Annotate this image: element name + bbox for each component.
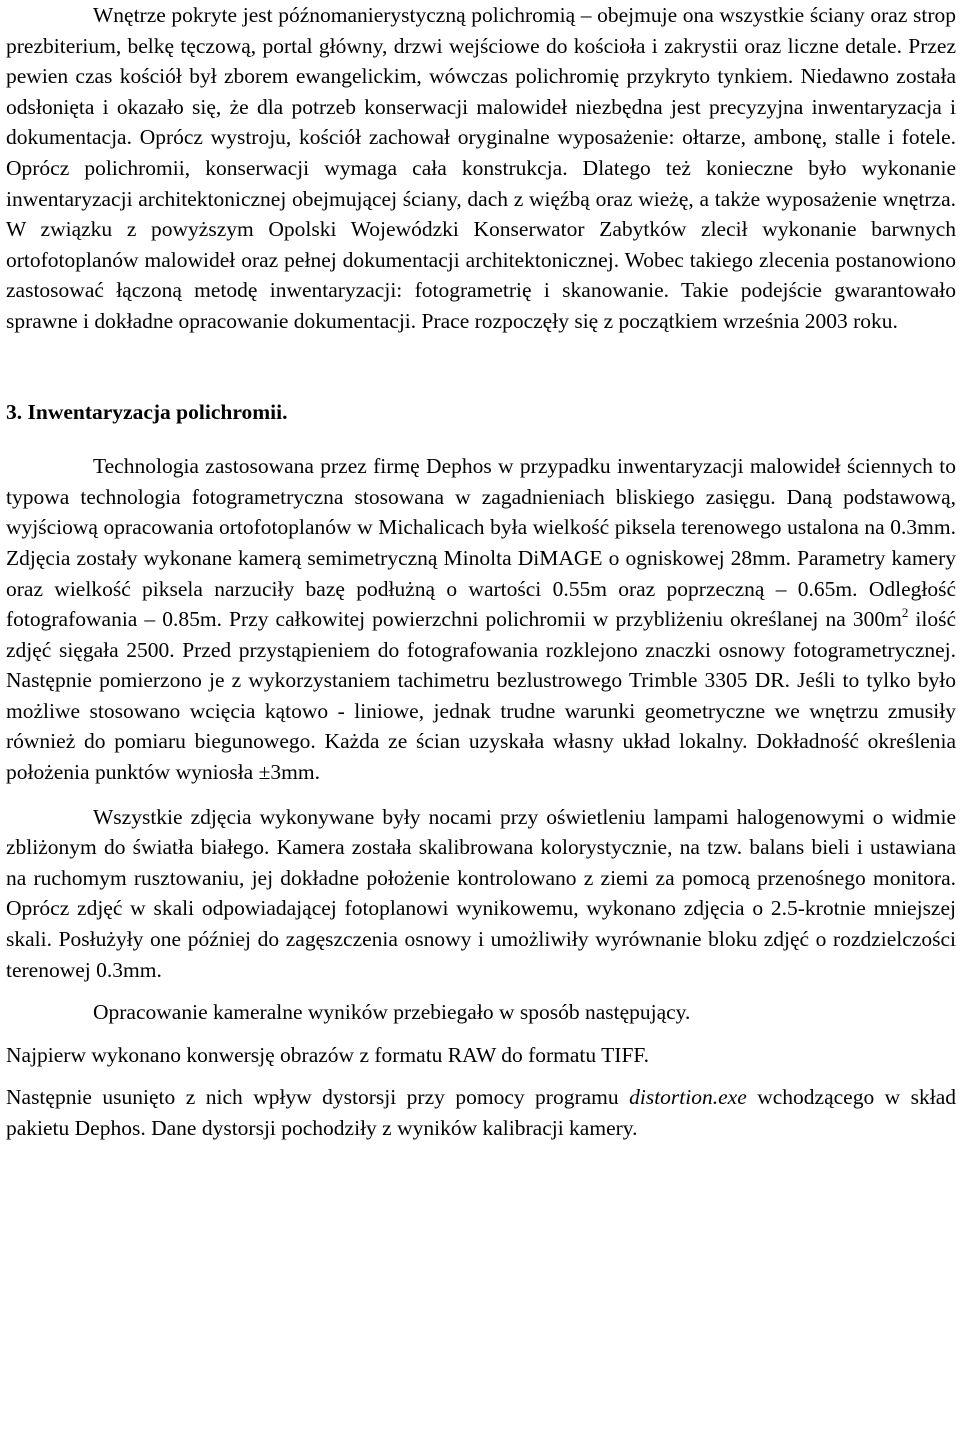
document-page	[6, 0, 956, 1144]
paragraph-conversion: Najpierw wykonano konwersję obrazów z formatu RAW do formatu TIFF.	[6, 1042, 650, 1067]
paragraph-church-interior: Wnętrze pokryte jest późnomanierystyczną polichromią – obejmuje ona wszystkie ściany oraz strop prezbiterium, belkę tęczową, portal główny, drzwi wejściowe do kościoła i zakrystii oraz liczne detale. Przez pewien czas kościół był zborem ewangelickim, wówczas polichromię przykryto tynkiem. Niedawno została odsłonięta i okazało się, że dla potrzeb konserwacji malowideł niezbędna jest precyzyjna inwentaryzacja i dokumentacja. Oprócz wystroju, kościół zachował oryginalne wyposażenie: ołtarze, ambonę, stalle i fotele. Oprócz polichromii, konserwacji wymaga cała konstrukcja. Dlatego też konieczne było wykonanie inwentaryzacji architektonicznej obejmującej ściany, dach z więźbą oraz wieżę, a także wyposażenie wnętrza. W związku z powyższym Opolski Wojewódzki Konserwator Zabytków zlecił wykonanie barwnych ortofotoplanów malowideł oraz pełnej dokumentacji architektonicznej. Wobec takiego zlecenia postanowiono zastosować łączoną metodę inwentaryzacji: fotogrametrię i skanowanie. Takie podejście gwarantowało sprawne i dokładne opracowanie dokumentacji. Prace rozpoczęły się z początkiem września 2003 roku.	[6, 3, 956, 333]
paragraph-processing-intro: Opracowanie kameralne wyników przebiegało w sposób następujący.	[93, 1000, 691, 1025]
paragraph-distortion-part2: wchodzącego w skład pakietu Dephos. Dane dystorsji pochodziły z wyników kalibracji kamery.	[6, 1085, 957, 1140]
paragraph-technology-part1: Technologia zastosowana przez firmę Dephos w przypadku inwentaryzacji malowideł ściennych to typowa technologia fotogrametryczna stosowana w zagadnieniach bliskiego zasięgu. Daną podstawową, wyjściową opracowania ortofotoplanów w Michalicach była wielkość piksela terenowego ustalona na 0.3mm. Zdjęcia zostały wykonane kamerą semimetryczną Minolta DiMAGE o ogniskowej 28mm. Parametry kamery oraz wielkość piksela narzuciły bazę podłużną o wartości 0.55m oraz poprzeczną – 0.65m. Odległość fotografowania – 0.85m. Przy całkowitej powierzchni polichromii w przybliżeniu określanej na 300m	[6, 454, 956, 632]
section-heading: 3. Inwentaryzacja polichromii.	[6, 399, 288, 424]
paragraph-distortion	[6, 1082, 956, 1143]
program-name: distortion.exe	[629, 1085, 747, 1110]
paragraph-technology	[6, 451, 956, 788]
paragraph-photography: Wszystkie zdjęcia wykonywane były nocami przy oświetleniu lampami halogenowymi o widmie zbliżonym do światła białego. Kamera została skalibrowana kolorystycznie, na tzw. balans bieli i ustawiana na ruchomym rusztowaniu, jej dokładne położenie kontrolowano z ziemi za pomocą przenośnego monitora. Oprócz zdjęć w skali odpowiadającej fotoplanowi wynikowemu, wykonano zdjęcia o 2.5-krotnie mniejszej skali. Posłużyły one później do zagęszczenia osnowy i umożliwiły wyrównanie bloku zdjęć o rozdzielczości terenowej 0.3mm.	[6, 804, 956, 982]
superscript-exponent: 2	[901, 605, 909, 621]
paragraph-distortion-part1: Następnie usunięto z nich wpływ dystorsji przy pomocy programu	[6, 1085, 630, 1110]
paragraph-technology-part2: ilość zdjęć sięgała 2500. Przed przystąpieniem do fotografowania rozklejono znaczki osnowy fotogrametrycznej. Następnie pomierzono je z wykorzystaniem tachimetru bezlustrowego Trimble 3305 DR. Jeśli to tylko było możliwe stosowano wcięcia kątowo - liniowe, jednak trudne warunki geometryczne we wnętrzu zmusiły również do pomiaru biegunowego. Każda ze ścian uzyskała własny układ lokalny. Dokładność określenia położenia punktów wyniosła ±3mm.	[6, 607, 956, 785]
